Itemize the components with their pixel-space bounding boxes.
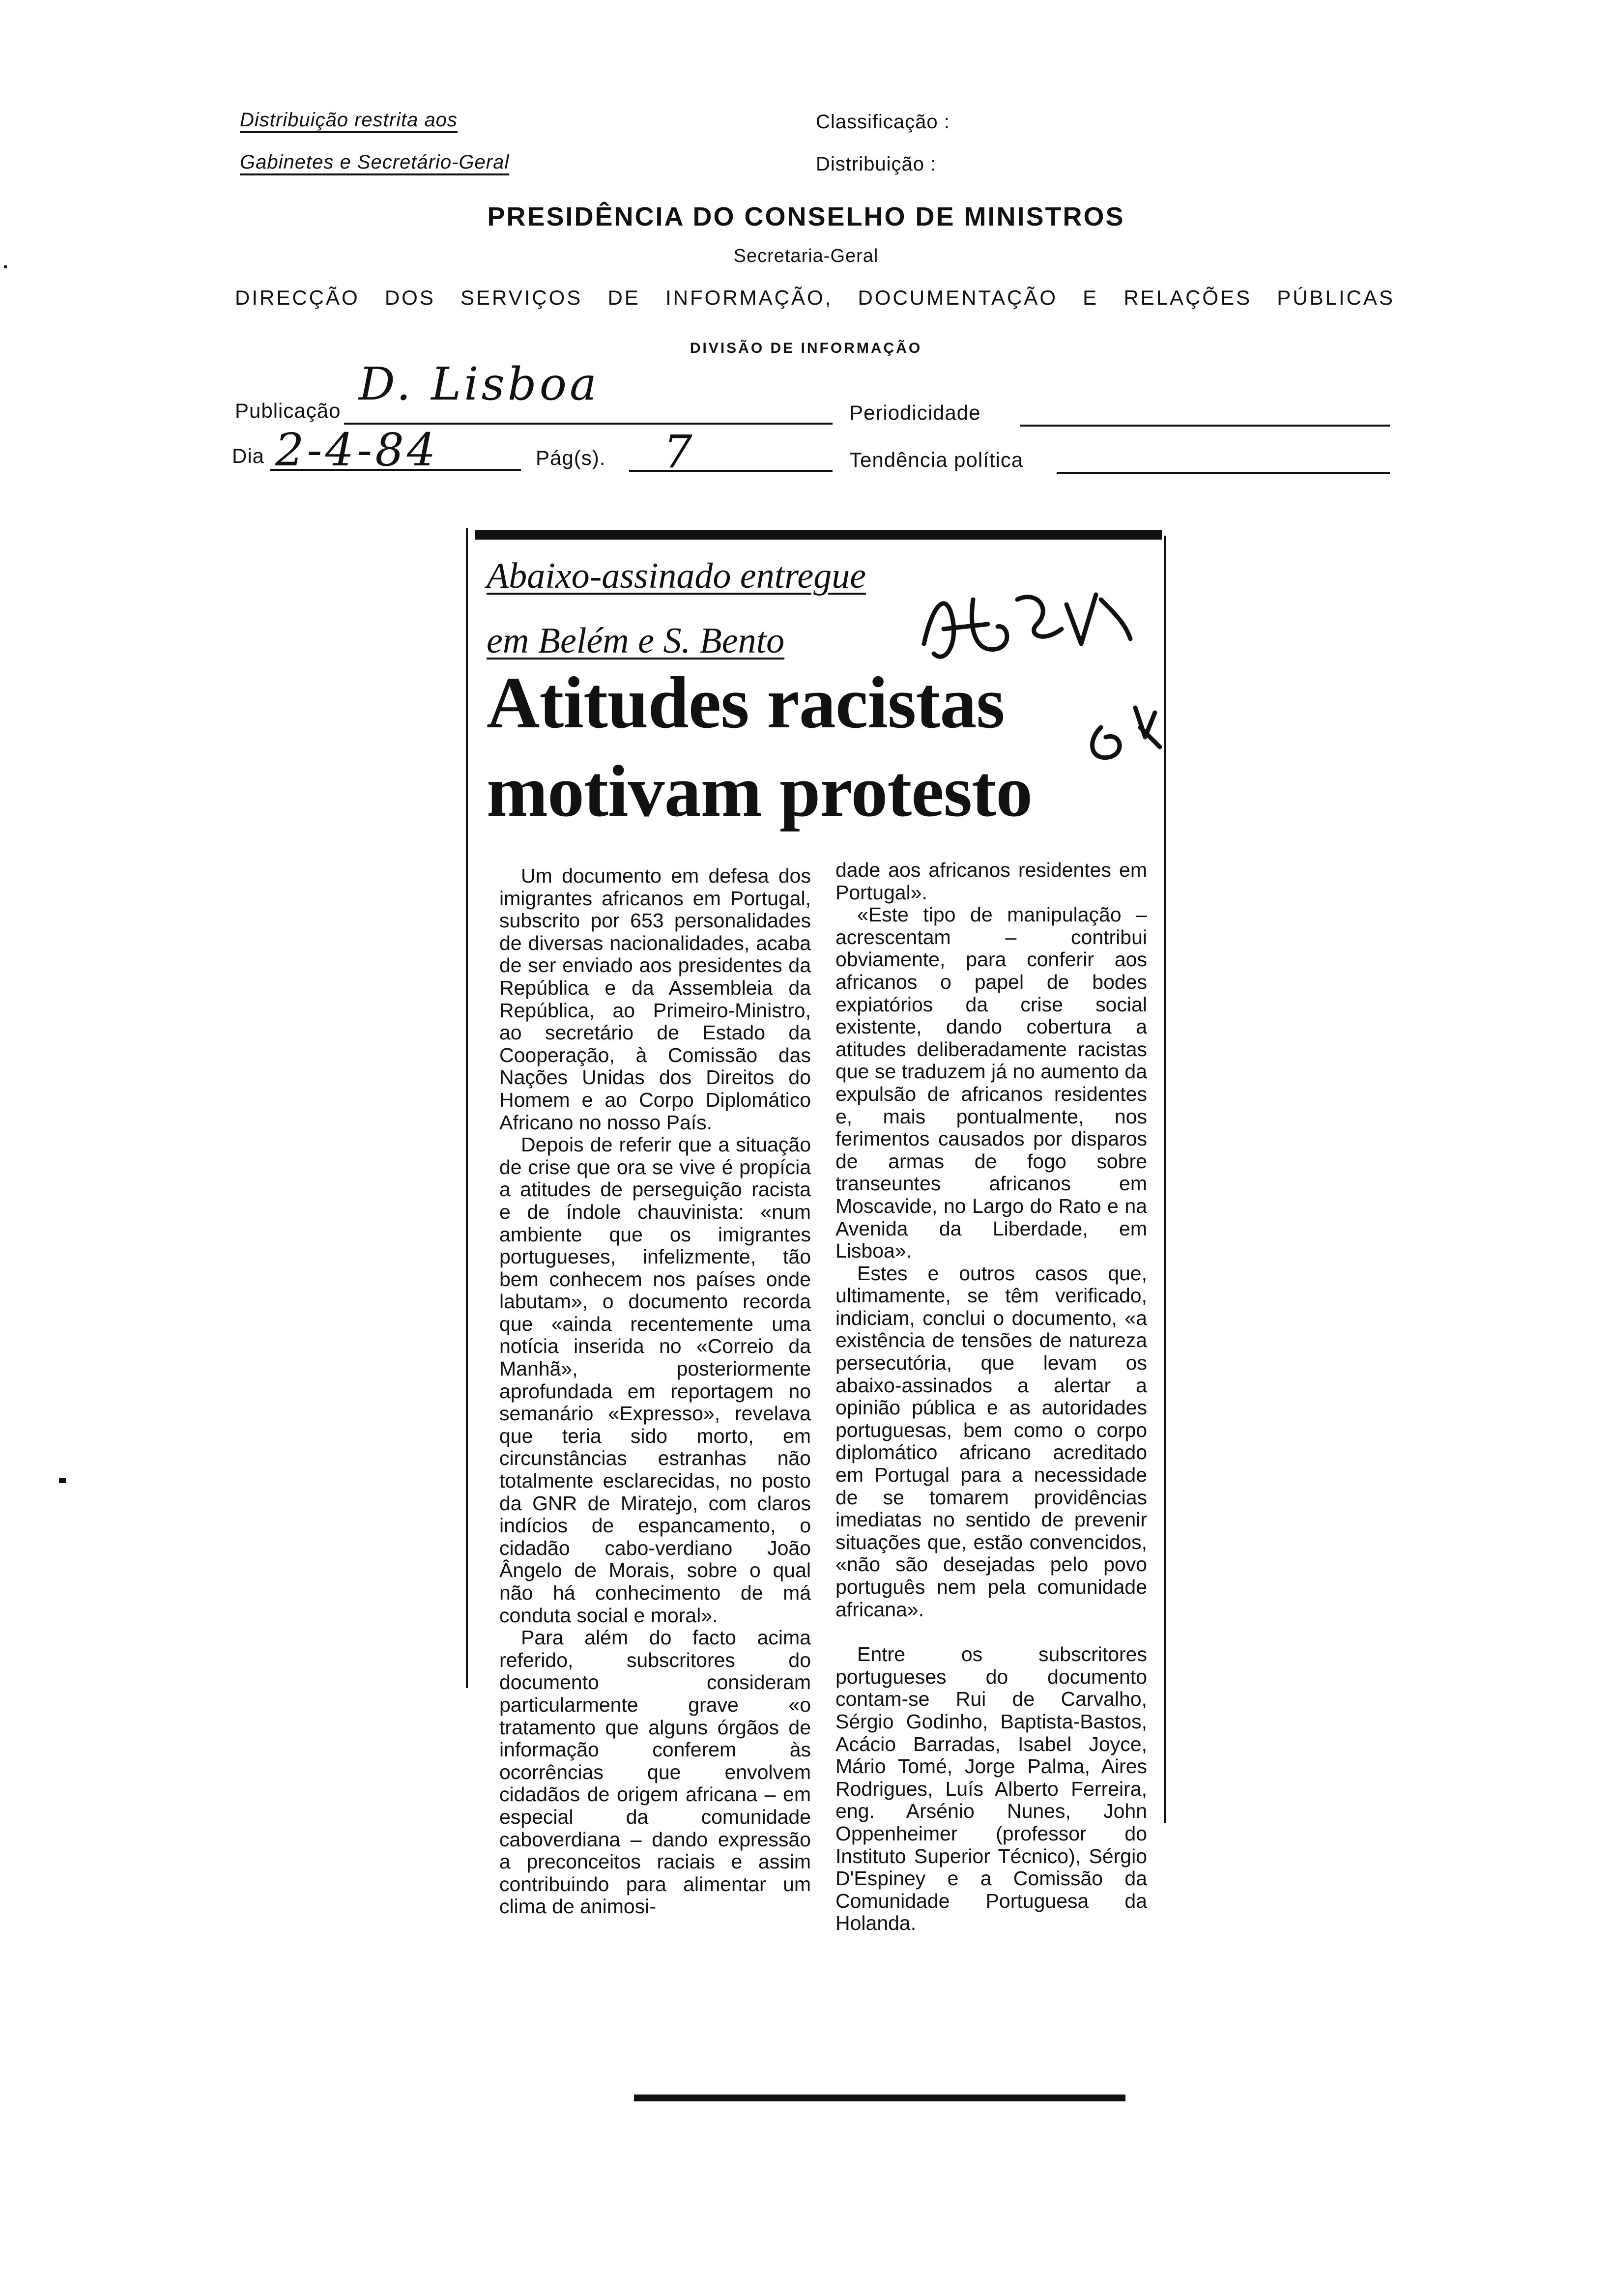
col1-paragraph-2: Depois de referir que a situação de crise que ora se vive é propícia a atitudes de perseguição racista e de índole chauvinista: «num ambiente que os imigrantes portugueses, infelizmente, tão bem conhecem nos países onde labutam», o documento recorda que «ainda recentemente uma notícia inserida no «Correio da Manhã», posteriormente aprofundada em reportagem no semanário «Expresso», revelava que teria sido morto, em circunstâncias estranhas não totalmente esclarecidas, no posto da GNR de Miratejo, com claros indícios de espancamento, o cidadão cabo-verdiano João Ângelo de Morais, sobre o qual não há conhecimento de má conduta social e moral». [499,1133,811,1627]
presidencia-title: PRESIDÊNCIA DO CONSELHO DE MINISTROS [487,202,1125,231]
secretaria-subtitle: Secretaria-Geral [733,246,879,266]
pag-handwritten-value: 7 [663,426,695,478]
divisao-label: DIVISÃO DE INFORMAÇÃO [690,340,922,356]
distribution-line-1: Distribuição restrita aos [240,109,458,131]
tendencia-line [1057,472,1390,474]
direccao-line: DIRECÇÃO DOS SERVIÇOS DE INFORMAÇÃO, DOCUMENTAÇÃO E RELAÇÕES PÚBLICAS [235,286,1395,309]
clipping-bottom-rule [634,2095,1125,2101]
tendencia-label: Tendência política [849,448,1024,471]
scan-speck [59,1478,66,1483]
distribuicao-label: Distribuição : [816,153,937,175]
classificacao-label: Classificação : [816,111,950,133]
col1-paragraph-3: Para além do facto acima referido, subscritores do documento consideram particularmente grave «o tratamento que alguns órgãos de informação conferem às ocorrências que envolvem cidadãos de origem africana – em especial da comunidade caboverdiana – dando expressão a preconceitos raciais e assim contribuindo para alimentar um clima de animosi- [499,1626,811,1918]
clipping-top-rule [475,530,1162,540]
article-headline-line-1: Atitudes racistas [487,662,1005,744]
pag-line [629,470,833,472]
dia-line [270,469,521,471]
article-kicker-line-1: Abaixo-assinado entregue [487,556,866,596]
col2-paragraph-4: Entre os subscritores portugueses do documento contam-se Rui de Carvalho, Sérgio Godinho, Baptista-Bastos, Acácio Barradas, Isabel Joyce, Mário Tomé, Jorge Palma, Aires Rodrigues, Luís Alberto Ferreira, eng. Arsénio Nunes, John Oppenheimer (professor do Instituto Superior Técnico), Sérgio D'Espiney e a Comissão da Comunidade Portuguesa da Holanda. [835,1643,1147,1935]
col2-paragraph-3: Estes e outros casos que, ultimamente, se têm verificado, indiciam, conclui o documento, «a existência de tensões de natureza persecutória, que levam os abaixo-assinados a alertar a opinião pública e as autoridades portuguesas, bem como o corpo diplomático africano acreditado em Portugal para a necessidade de se tomarem providências imediatas no sentido de prevenir situações que, estão convencidos, «não são desejadas pelo povo português nem pela comunidade africana». [835,1262,1147,1621]
pag-label: Pág(s). [536,446,606,469]
article-headline-line-2: motivam protesto [487,750,1033,832]
col2-paragraph-2: «Este tipo de manipulação – acrescentam – contribui obviamente, para conferir aos africanos o papel de bodes expiatórios da crise social existente, dando cobertura a atitudes deliberadamente racistas que se traduzem já no aumento da expulsão de africanos residentes e, mais pontualmente, nos ferimentos causados por disparos de armas de fogo sobre transeuntes africanos em Moscavide, no Largo do Rato e na Avenida da Liberdade, em Lisboa». [835,903,1147,1263]
periodicidade-label: Periodicidade [849,401,981,424]
distribution-line-2: Gabinetes e Secretário-Geral [240,151,510,173]
handwritten-margin-mark [1081,698,1170,806]
article-column-2 [835,859,1147,1935]
col1-paragraph-1: Um documento em defesa dos imigrantes africanos em Portugal, subscrito por 653 personalidades de diversas nacionalidades, acaba de ser enviado aos presidentes da República e da Assembleia da República, ao Primeiro-Ministro, ao secretário de Estado da Cooperação, à Comissão das Nações Unidas dos Direitos do Homem e ao Corpo Diplomático Africano no nosso País. [499,864,811,1134]
dia-handwritten-value: 2-4-84 [275,424,439,476]
scan-speck [4,265,7,268]
clipping-left-edge [466,528,468,1688]
publicacao-handwritten-value: D. Lisboa [359,358,600,410]
article-column-1 [499,865,811,1918]
periodicidade-line [1020,425,1390,427]
col2-paragraph-1: dade aos africanos residentes em Portugal». [835,859,1147,904]
publicacao-label: Publicação [235,399,341,422]
article-kicker-line-2: em Belém e S. Bento [487,621,785,661]
dia-label: Dia [232,444,265,467]
